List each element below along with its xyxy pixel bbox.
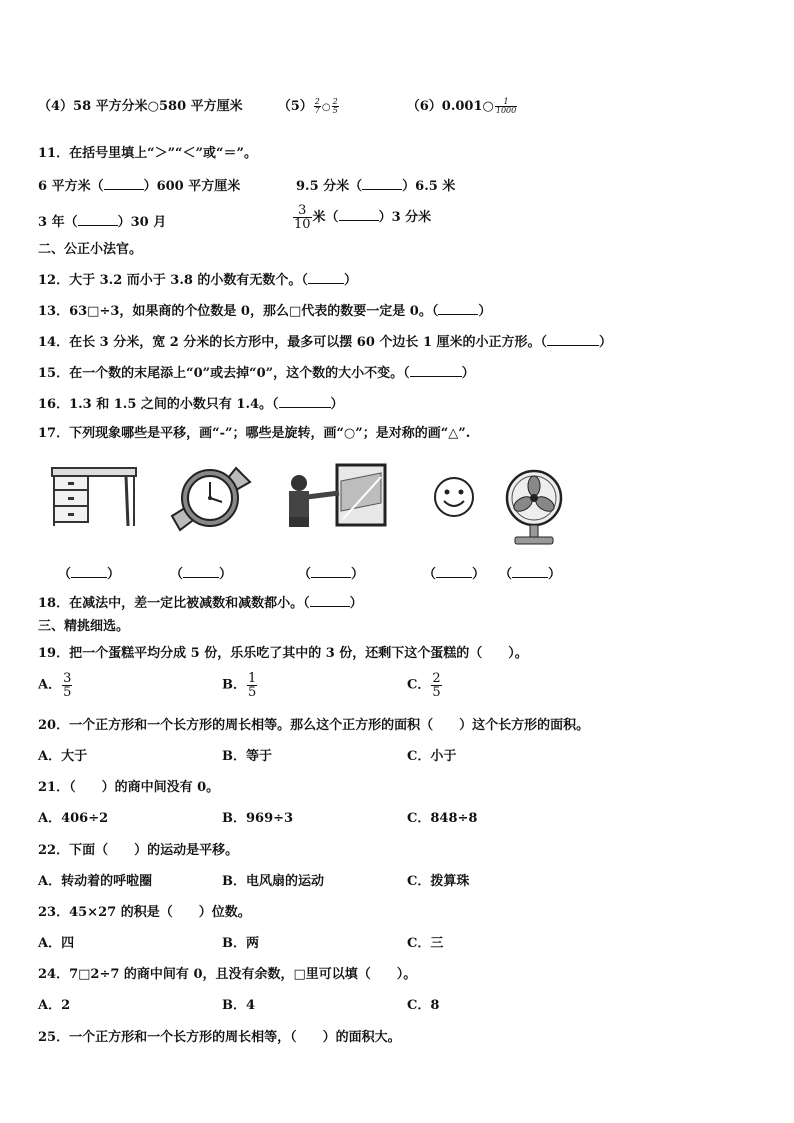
q22-stem: 22．下面（ ）的运动是平移。 (38, 843, 239, 858)
q19-stem: 19．把一个蛋糕平均分成 5 份，乐乐吃了其中的 3 份，还剩下这个蛋糕的（ ）。 (38, 646, 528, 661)
q10-part5-circle: ○ (321, 102, 331, 113)
q10-line (38, 98, 518, 116)
q24-option-c[interactable]: C．8 (407, 998, 440, 1013)
q20-option-b[interactable]: B．等于 (222, 749, 272, 764)
q17-answer-5[interactable]: （ ） (499, 567, 562, 582)
q22-option-c[interactable]: C．拨算珠 (407, 874, 470, 889)
q10-part5-frac2: $\frac{2}{5}$ (332, 97, 338, 115)
q11-item-c: 3 年（ ）30 月 (38, 215, 167, 230)
q10-part5-label: （5） (277, 99, 313, 114)
q20-option-c[interactable]: C．小于 (407, 749, 457, 764)
q20-stem: 20．一个正方形和一个长方形的周长相等。那么这个正方形的面积（ ）这个长方形的面积。 (38, 718, 590, 733)
q22-option-b[interactable]: B．电风扇的运动 (222, 874, 324, 889)
q24-option-a[interactable]: A．2 (38, 998, 71, 1013)
q21-option-c[interactable]: C．848÷8 (407, 811, 478, 826)
q12: 12．大于 3.2 而小于 3.8 的小数有无数个。（ ） (38, 273, 357, 288)
q23-stem: 23．45×27 的积是（ ）位数。 (38, 905, 251, 920)
q22-option-a[interactable]: A．转动着的呼啦圈 (38, 874, 153, 889)
answer-blank[interactable] (279, 395, 331, 408)
q21-option-a[interactable]: A．406÷2 (38, 811, 109, 826)
q17-answer-1[interactable]: （ ） (58, 567, 121, 582)
smiley-face-picture (432, 475, 476, 519)
q14: 14．在长 3 分米，宽 2 分米的长方形中，最多可以摆 60 个边长 1 厘米的小正方形。（ ） (38, 335, 613, 350)
q24-option-b[interactable]: B．4 (222, 998, 256, 1013)
electric-fan-picture (501, 468, 567, 546)
q17-answer-4[interactable]: （ ） (423, 567, 486, 582)
q18: 18．在减法中，差一定比被减数和减数都小。（ ） (38, 596, 363, 611)
q17-stem: 17．下列现象哪些是平移，画“-”；哪些是旋转，画“○”；是对称的画“△”. (38, 426, 471, 441)
q23-option-b[interactable]: B．两 (222, 936, 259, 951)
q16: 16．1.3 和 1.5 之间的小数只有 1.4。（ ） (38, 397, 344, 412)
q17-answer-2[interactable]: （ ） (170, 567, 233, 582)
answer-blank[interactable] (362, 177, 402, 190)
watch-picture (166, 460, 256, 535)
q25-stem: 25．一个正方形和一个长方形的周长相等，（ ）的面积大。 (38, 1030, 401, 1045)
q11-item-b: 9.5 分米（ ）6.5 米 (296, 179, 456, 194)
section3-heading: 三、精挑细选。 (38, 619, 130, 634)
answer-blank[interactable] (78, 213, 118, 226)
answer-blank[interactable] (438, 302, 478, 315)
q11-item-a: 6 平方米（ ）600 平方厘米 (38, 179, 241, 194)
answer-blank[interactable] (310, 594, 350, 607)
q17-answer-3[interactable]: （ ） (298, 567, 365, 582)
q11-item-d: $\frac{3}{10}$ 米（ ）3 分米 (294, 203, 432, 232)
q13: 13．63□÷3，如果商的个位数是 0，那么□代表的数要一定是 0。（ ） (38, 304, 492, 319)
q21-option-b[interactable]: B．969÷3 (222, 811, 294, 826)
answer-blank[interactable] (547, 333, 599, 346)
answer-blank[interactable] (339, 208, 379, 221)
q19-option-a[interactable]: A． $\frac{3}{5}$ (38, 671, 72, 700)
q19-option-c[interactable]: C． $\frac{2}{5}$ (407, 671, 441, 700)
q11-fraction: $\frac{3}{10}$ (294, 203, 311, 232)
q23-option-a[interactable]: A．四 (38, 936, 75, 951)
answer-blank[interactable] (410, 364, 462, 377)
q11-stem: 11．在括号里填上“＞”“＜”或“＝”。 (38, 146, 257, 161)
window-push-picture (281, 463, 389, 529)
q15: 15．在一个数的末尾添上“0”或去掉“0”，这个数的大小不变。（ ） (38, 366, 475, 381)
answer-blank[interactable] (104, 177, 144, 190)
q10-part6-frac: $\frac{1}{1000}$ (495, 97, 517, 115)
section2-heading: 二、公正小法官。 (38, 242, 143, 257)
q21-stem: 21．（ ）的商中间没有 0。 (38, 780, 220, 795)
answer-blank[interactable] (308, 271, 344, 284)
q10-part6-label: （6）0.001○ (406, 99, 494, 114)
q10-part5-frac1: $\frac{2}{7}$ (314, 97, 320, 115)
q20-option-a[interactable]: A．大于 (38, 749, 88, 764)
desk-picture (50, 466, 138, 528)
q10-part4: （4）58 平方分米○580 平方厘米 (38, 99, 243, 114)
q24-stem: 24．7□2÷7 的商中间有 0，且没有余数，□里可以填（ ）。 (38, 967, 417, 982)
q19-option-b[interactable]: B． $\frac{1}{5}$ (222, 671, 257, 700)
q23-option-c[interactable]: C．三 (407, 936, 444, 951)
